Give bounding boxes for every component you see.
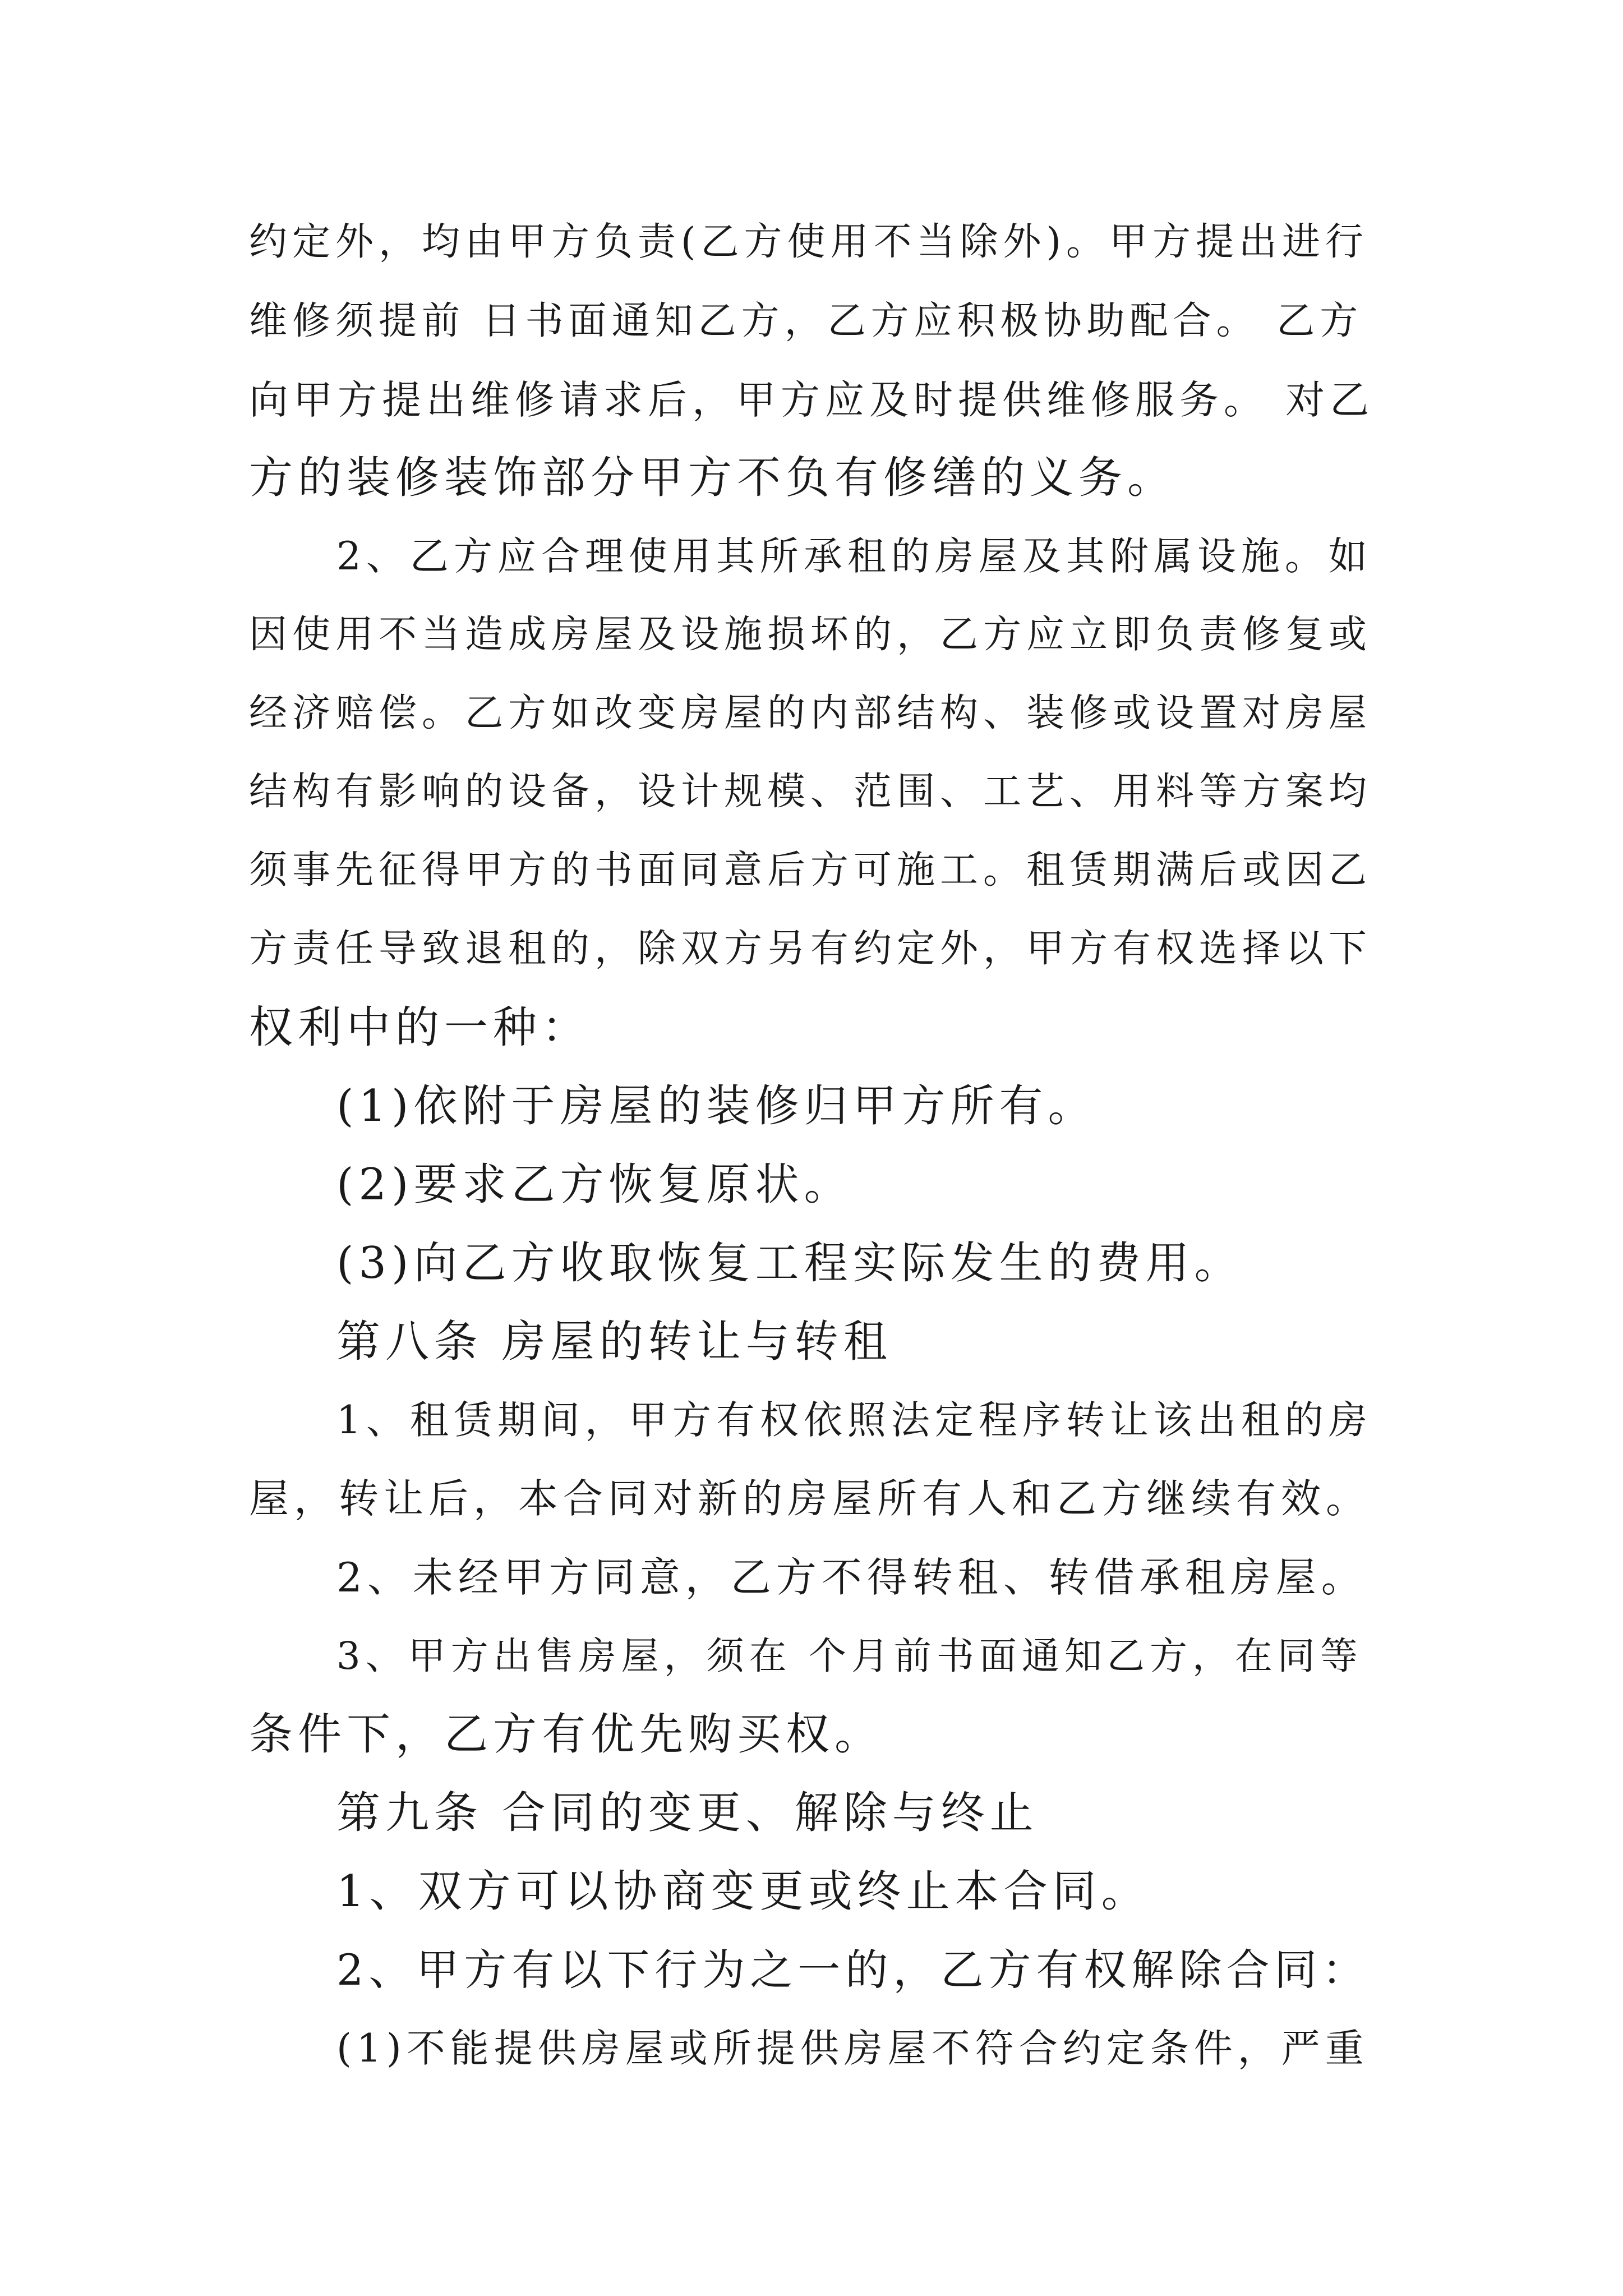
section-heading-9: 第九条 合同的变更、解除与终止: [336, 1788, 1039, 1838]
text-line-14: (3)向乙方收取恢复工程实际发生的费用。: [336, 1238, 1243, 1289]
text-line-13: (2)要求乙方恢复原状。: [336, 1159, 853, 1210]
text-line-3: 向甲方提出维修请求后，甲方应及时提供维修服务。 对乙: [249, 377, 1375, 423]
text-line-2: 维修须提前 日书面通知乙方，乙方应积极协助配合。 乙方: [249, 299, 1363, 343]
text-line-23: 2、甲方有以下行为之一的，乙方有权解除合同：: [336, 1945, 1370, 1995]
text-line-9: 须事先征得甲方的书面同意后方可施工。租赁期满后或因乙: [249, 848, 1372, 892]
text-line-11: 权利中的一种：: [249, 1002, 591, 1053]
text-line-4: 方的装修装饰部分甲方不负有修缮的义务。: [249, 453, 1177, 503]
text-line-16: 1、租赁期间，甲方有权依照法定程序转让该出租的房: [336, 1398, 1372, 1443]
text-line-19: 3、甲方出售房屋，须在 个月前书面通知乙方，在同等: [336, 1634, 1363, 1678]
text-line-7: 经济赔偿。乙方如改变房屋的内部结构、装修或设置对房屋: [249, 691, 1372, 735]
text-line-20: 条件下，乙方有优先购买权。: [249, 1709, 884, 1760]
text-line-17: 屋，转让后，本合同对新的房屋所有人和乙方继续有效。: [249, 1475, 1371, 1522]
section-heading-8: 第八条 房屋的转让与转租: [336, 1317, 892, 1367]
text-line-12: (1)依附于房屋的装修归甲方所有。: [336, 1081, 1097, 1131]
text-line-22: 1、双方可以协商变更或终止本合同。: [336, 1866, 1150, 1917]
text-line-10: 方责任导致退租的，除双方另有约定外，甲方有权选择以下: [249, 927, 1372, 971]
text-line-18: 2、未经甲方同意，乙方不得转租、转借承租房屋。: [336, 1554, 1367, 1601]
text-line-1: 约定外，均由甲方负责(乙方使用不当除外)。甲方提出进行: [249, 220, 1369, 264]
text-line-24: (1)不能提供房屋或所提供房屋不符合约定条件，严重: [336, 2026, 1369, 2071]
text-line-5: 2、乙方应合理使用其所承租的房屋及其附属设施。如: [336, 534, 1372, 579]
text-line-8: 结构有影响的设备，设计规模、范围、工艺、用料等方案均: [249, 770, 1372, 814]
text-line-6: 因使用不当造成房屋及设施损坏的，乙方应立即负责修复或: [249, 613, 1372, 657]
